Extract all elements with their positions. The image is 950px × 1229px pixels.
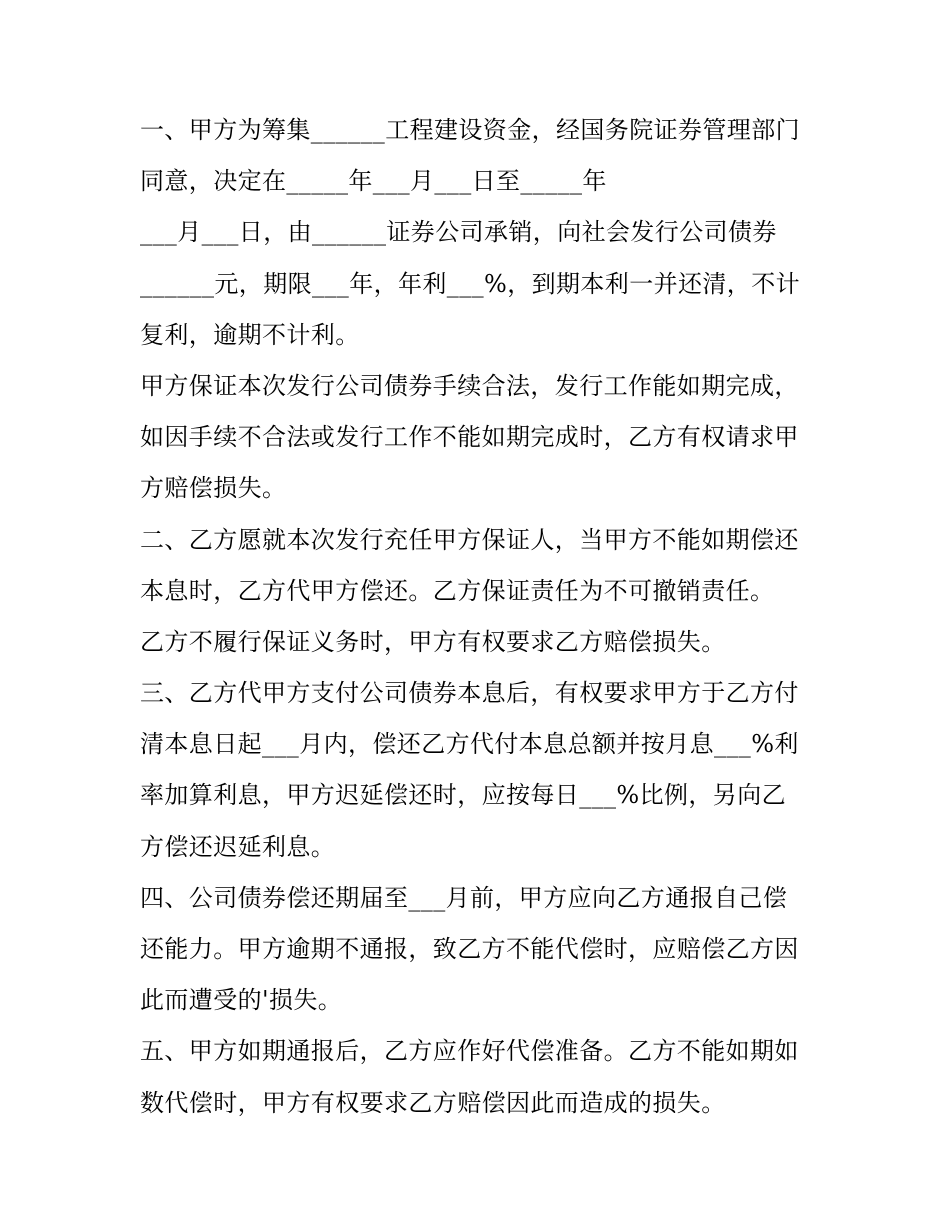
document-body — [140, 105, 820, 1129]
text-line: 甲方保证本次发行公司债券手续合法，发行工作能如期完成， — [140, 371, 799, 400]
text-line: 方偿还迟延利息。 — [140, 832, 336, 861]
text-line: 同意，决定在_____年___月___日至_____年 — [140, 167, 607, 196]
text-line: 复利，逾期不计利。 — [140, 320, 360, 349]
text-line: 三、乙方代甲方支付公司债券本息后，有权要求甲方于乙方付 — [140, 679, 799, 708]
text-line: ___月___日，由______证券公司承销，向社会发行公司债券 — [140, 218, 777, 247]
text-line: 率加算利息，甲方迟延偿还时，应按每日___%比例，另向乙 — [140, 781, 787, 810]
text-line: 数代偿时，甲方有权要求乙方赔偿因此而造成的损失。 — [140, 1088, 726, 1117]
text-line: 乙方不履行保证义务时，甲方有权要求乙方赔偿损失。 — [140, 627, 726, 656]
text-line: 清本息日起___月内，偿还乙方代付本息总额并按月息___%利 — [140, 730, 799, 759]
text-line: 此而遭受的'损失。 — [140, 986, 343, 1015]
text-line: ______元，期限___年，年利___%，到期本利一并还清，不计 — [140, 269, 801, 298]
text-line: 二、乙方愿就本次发行充任甲方保证人，当甲方不能如期偿还 — [140, 525, 799, 554]
text-line: 四、公司债券偿还期届至___月前，甲方应向乙方通报自己偿 — [140, 883, 788, 912]
text-line: 如因手续不合法或发行工作不能如期完成时，乙方有权请求甲 — [140, 423, 799, 452]
text-line: 五、甲方如期通报后，乙方应作好代偿准备。乙方不能如期如 — [140, 1037, 799, 1066]
text-line: 本息时，乙方代甲方偿还。乙方保证责任为不可撤销责任。 — [140, 576, 775, 605]
text-line: 方赔偿损失。 — [140, 474, 287, 503]
text-line: 一、甲方为筹集______工程建设资金，经国务院证券管理部门 — [140, 116, 800, 144]
text-line: 还能力。甲方逾期不通报，致乙方不能代偿时，应赔偿乙方因 — [140, 935, 799, 963]
